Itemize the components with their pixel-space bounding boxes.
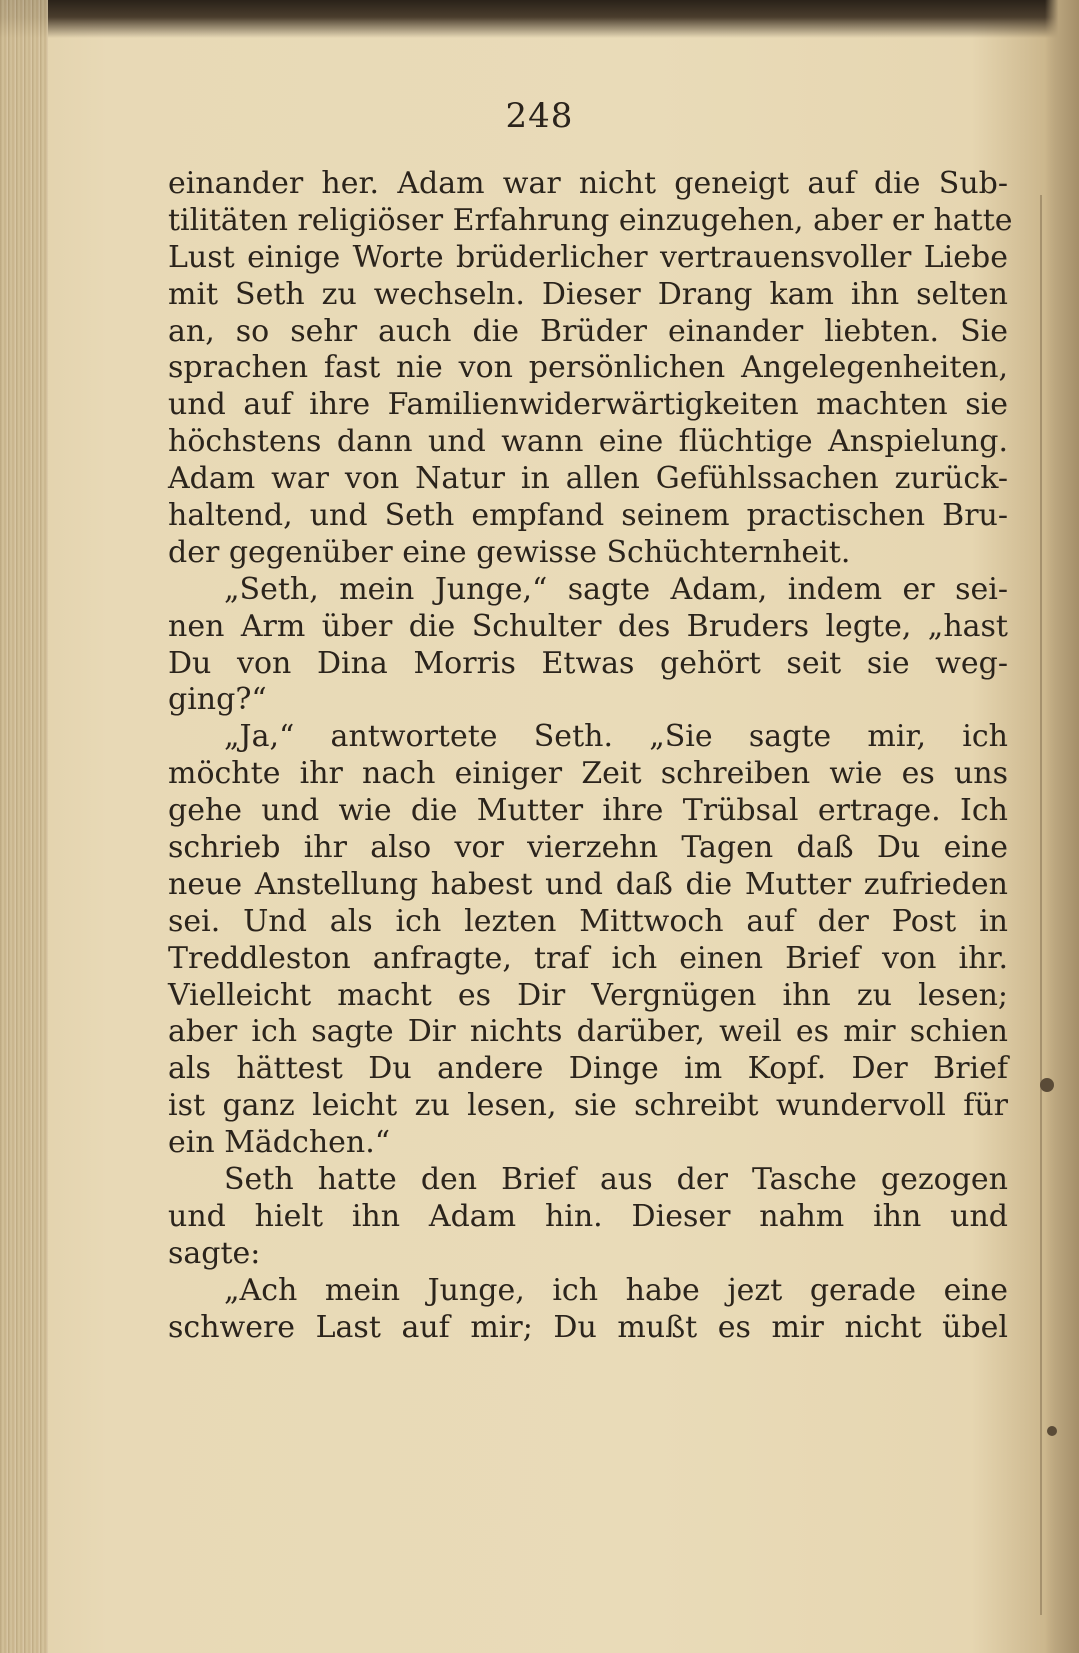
text-line: Treddleston anfragte, traf ich einen Brief von ihr. xyxy=(168,940,1008,976)
text-line: sei. Und als ich lezten Mittwoch auf der Post in xyxy=(168,903,1008,939)
left-page-edges xyxy=(0,0,48,1653)
text-line: ist ganz leicht zu lesen, sie schreibt wundervoll für xyxy=(168,1088,1008,1124)
text-line: „Ach mein Junge, ich habe jezt gerade eine xyxy=(224,1272,1008,1308)
text-line: Seth hatte den Brief aus der Tasche gezogen xyxy=(224,1162,1008,1198)
text-line: einander her. Adam war nicht geneigt auf die Sub- xyxy=(168,166,1008,201)
body-text xyxy=(168,166,1013,1347)
text-line: und hielt ihn Adam hin. Dieser nahm ihn und xyxy=(168,1198,1008,1234)
text-line: schwere Last auf mir; Du mußt es mir nicht übel xyxy=(168,1309,1008,1345)
text-line: neue Anstellung habest und daß die Mutter zufrieden xyxy=(168,866,1008,902)
right-margin-rule xyxy=(1040,195,1042,1615)
text-line: haltend, und Seth empfand seinem practischen Bru- xyxy=(168,498,1008,534)
text-line: höchstens dann und wann eine flüchtige Anspielung. xyxy=(168,424,1008,460)
text-line: der gegenüber eine gewisse Schüchternheit. xyxy=(168,534,851,570)
page-number: 248 xyxy=(505,96,574,136)
top-binding-shadow xyxy=(0,0,1079,38)
text-line: gehe und wie die Mutter ihre Trübsal ertrage. Ich xyxy=(168,793,1008,829)
text-line: „Ja,“ antwortete Seth. „Sie sagte mir, ich xyxy=(224,719,1008,755)
text-line: Lust einige Worte brüderlicher vertrauensvoller Liebe xyxy=(168,239,1008,275)
text-line: mit Seth zu wechseln. Dieser Drang kam ihn selten xyxy=(168,276,1008,312)
text-line: sprachen fast nie von persönlichen Angelegenheiten, xyxy=(168,350,1008,386)
margin-mark-1 xyxy=(1040,1078,1054,1092)
text-line: und auf ihre Familienwiderwärtigkeiten machten sie xyxy=(168,387,1008,423)
text-line: Adam war von Natur in allen Gefühlssachen zurück- xyxy=(168,461,1008,497)
text-line: tilitäten religiöser Erfahrung einzugehen, aber er hatte xyxy=(168,202,1013,238)
text-line: Vielleicht macht es Dir Vergnügen ihn zu lesen; xyxy=(168,977,1008,1013)
text-line: ein Mädchen.“ xyxy=(168,1125,391,1161)
text-line: „Seth, mein Junge,“ sagte Adam, indem er sei- xyxy=(224,571,1008,607)
text-line: schrieb ihr also vor vierzehn Tagen daß Du eine xyxy=(168,830,1008,866)
margin-mark-2 xyxy=(1047,1426,1057,1436)
text-line: nen Arm über die Schulter des Bruders legte, „hast xyxy=(168,608,1008,644)
text-line: ging?“ xyxy=(168,682,267,718)
text-line: aber ich sagte Dir nichts darüber, weil es mir schien xyxy=(168,1014,1008,1050)
text-line: an, so sehr auch die Brüder einander liebten. Sie xyxy=(168,313,1008,349)
text-line: möchte ihr nach einiger Zeit schreiben wie es uns xyxy=(168,756,1008,792)
text-line: Du von Dina Morris Etwas gehört seit sie weg- xyxy=(168,645,1008,681)
text-line: sagte: xyxy=(168,1235,261,1271)
right-gutter-shadow xyxy=(1045,0,1079,1653)
text-line: als hättest Du andere Dinge im Kopf. Der Brief xyxy=(168,1051,1008,1087)
